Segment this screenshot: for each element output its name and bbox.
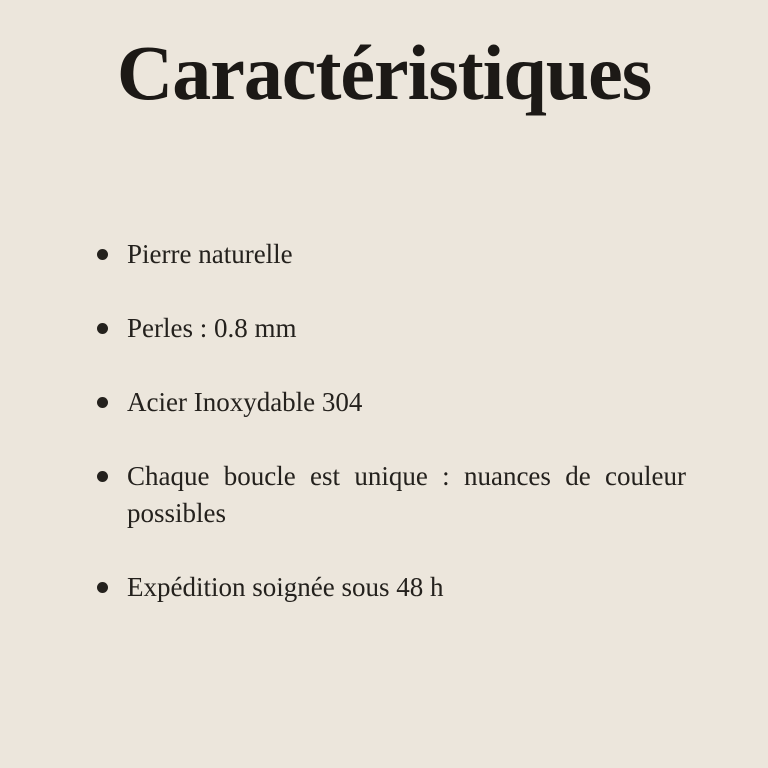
page-title: Caractéristiques [116,29,652,116]
feature-item [96,384,686,421]
feature-text: Pierre naturelle [127,238,293,269]
bullet-icon [97,323,108,334]
features-list [96,236,686,606]
feature-item [96,458,686,532]
bullet-icon [97,249,108,260]
feature-item [96,236,686,273]
bullet-icon [97,397,108,408]
feature-text: Chaque boucle est unique : nuances de couleur possibles [127,460,686,528]
bullet-icon [97,582,108,593]
feature-item [96,569,686,606]
feature-text: Perles : 0.8 mm [127,312,297,343]
bullet-icon [97,471,108,482]
feature-text: Acier Inoxydable 304 [127,386,363,417]
feature-item [96,310,686,347]
feature-text: Expédition soignée sous 48 h [127,571,444,602]
